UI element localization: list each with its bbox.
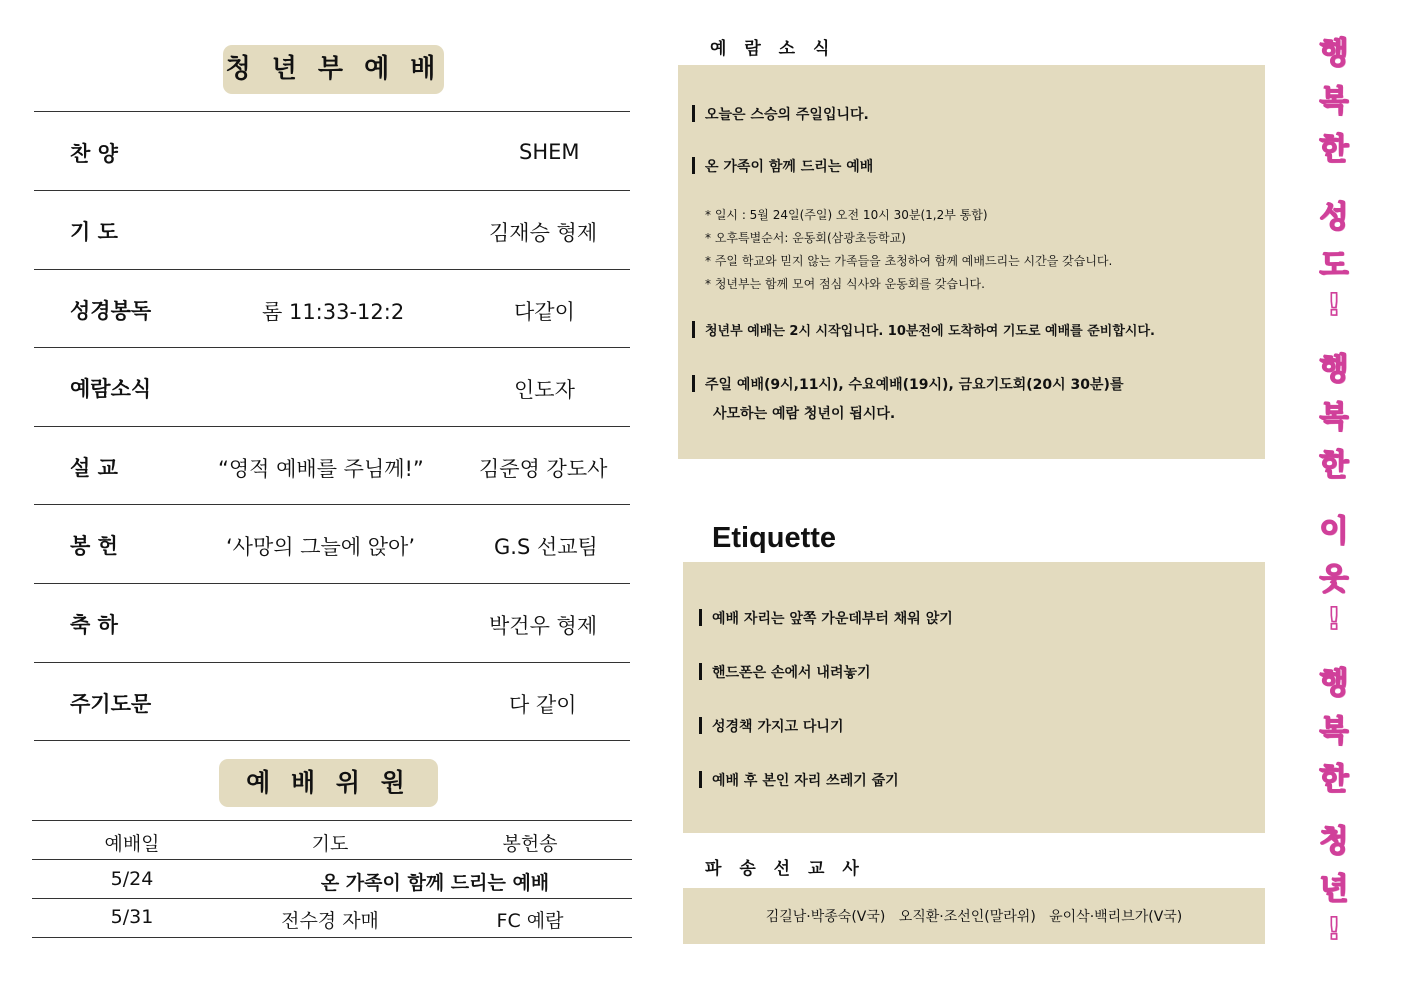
slogan-char: !	[1327, 288, 1341, 323]
service-leader: 다같이	[514, 300, 575, 324]
committee-date: 5/24	[110, 868, 154, 890]
service-leader: 인도자	[514, 378, 575, 402]
slogan-char: 청	[1319, 824, 1349, 859]
committee-song: FC 예람	[496, 910, 564, 932]
news-sub-item: * 청년부는 함께 모여 점심 식사와 운동회를 갖습니다.	[705, 277, 985, 291]
news-item: 주일 예배(9시,11시), 수요예배(19시), 금요기도회(20시 30분)를	[692, 374, 1123, 394]
service-leader: 김준영 강도사	[479, 457, 608, 481]
committee-title: 예 배 위 원	[219, 759, 438, 807]
etiquette-item: 핸드폰은 손에서 내려놓기	[699, 662, 871, 682]
service-item: 축 하	[70, 613, 118, 637]
slogan-char: 이	[1319, 514, 1349, 549]
news-sub-item: * 주일 학교와 믿지 않는 가족들을 초청하여 함께 예배드리는 시간을 갖습니다.	[705, 254, 1113, 268]
news-item: 온 가족이 함께 드리는 예배	[692, 156, 873, 176]
news-continuation: 사모하는 예람 청년이 됩시다.	[713, 406, 896, 422]
news-item: 오늘은 스승의 주일입니다.	[692, 104, 869, 124]
service-content: 롬 11:33-12:2	[262, 300, 405, 324]
slogan-char: 한	[1319, 448, 1349, 483]
service-item: 기 도	[70, 220, 118, 244]
service-item: 찬 양	[70, 142, 118, 166]
service-leader: 다 같이	[509, 693, 577, 717]
service-title: 청 년 부 예 배	[223, 45, 444, 94]
news-title: 예 람 소 식	[710, 39, 836, 59]
service-item: 성경봉독	[70, 299, 152, 323]
service-item: 주기도문	[70, 692, 152, 716]
missionaries-list: 김길남·박종숙(V국) 오직환·조선인(말라위) 윤이삭·백리브가(V국)	[765, 909, 1183, 925]
committee-merged: 온 가족이 함께 드리는 예배	[320, 872, 550, 894]
slogan-char: !	[1327, 602, 1341, 637]
slogan-char: 행	[1319, 352, 1349, 387]
slogan-char: 복	[1319, 84, 1349, 119]
offering-song: ‘사망의 그늘에 앉아’	[226, 535, 415, 559]
slogan-char: 복	[1319, 400, 1349, 435]
sermon-title: “영적 예배를 주님께!”	[218, 457, 424, 481]
slogan-char: !	[1327, 912, 1341, 947]
etiquette-item: 예배 자리는 앞쪽 가운데부터 채워 앉기	[699, 608, 953, 628]
service-leader: SHEM	[519, 140, 580, 164]
etiquette-panel	[683, 562, 1265, 833]
slogan-char: 도	[1319, 248, 1349, 283]
news-item: 청년부 예배는 2시 시작입니다. 10분전에 도착하여 기도로 예배를 준비합시다.	[692, 320, 1155, 339]
committee-prayer: 전수경 자매	[281, 910, 379, 932]
slogan-char: 행	[1319, 36, 1349, 71]
news-sub-item: * 오후특별순서: 운동회(삼광초등학교)	[705, 231, 906, 245]
divider	[34, 111, 630, 112]
service-leader: G.S 선교팀	[494, 535, 598, 559]
service-item: 봉 헌	[70, 534, 118, 558]
slogan-char: 한	[1319, 762, 1349, 797]
etiquette-item: 성경책 가지고 다니기	[699, 716, 843, 736]
etiquette-title: Etiquette	[712, 522, 837, 554]
committee-header-song: 봉헌송	[502, 833, 558, 855]
service-leader: 김재승 형제	[489, 221, 598, 245]
service-leader: 박건우 형제	[489, 614, 598, 638]
slogan-char: 웃	[1319, 562, 1349, 597]
news-sub-item: * 일시 : 5월 24일(주일) 오전 10시 30분(1,2부 통합)	[705, 208, 988, 222]
slogan-char: 행	[1319, 666, 1349, 701]
missionaries-title: 파 송 선 교 사	[705, 859, 865, 879]
slogan-char: 년	[1319, 872, 1349, 907]
service-item: 예람소식	[70, 377, 152, 401]
committee-date: 5/31	[110, 906, 154, 928]
slogan-char: 성	[1319, 200, 1349, 235]
slogan-char: 한	[1319, 132, 1349, 167]
committee-header-prayer: 기도	[311, 833, 349, 855]
slogan-char: 복	[1319, 714, 1349, 749]
service-item: 설 교	[70, 456, 118, 480]
committee-header-date: 예배일	[104, 833, 160, 855]
etiquette-item: 예배 후 본인 자리 쓰레기 줍기	[699, 770, 899, 790]
